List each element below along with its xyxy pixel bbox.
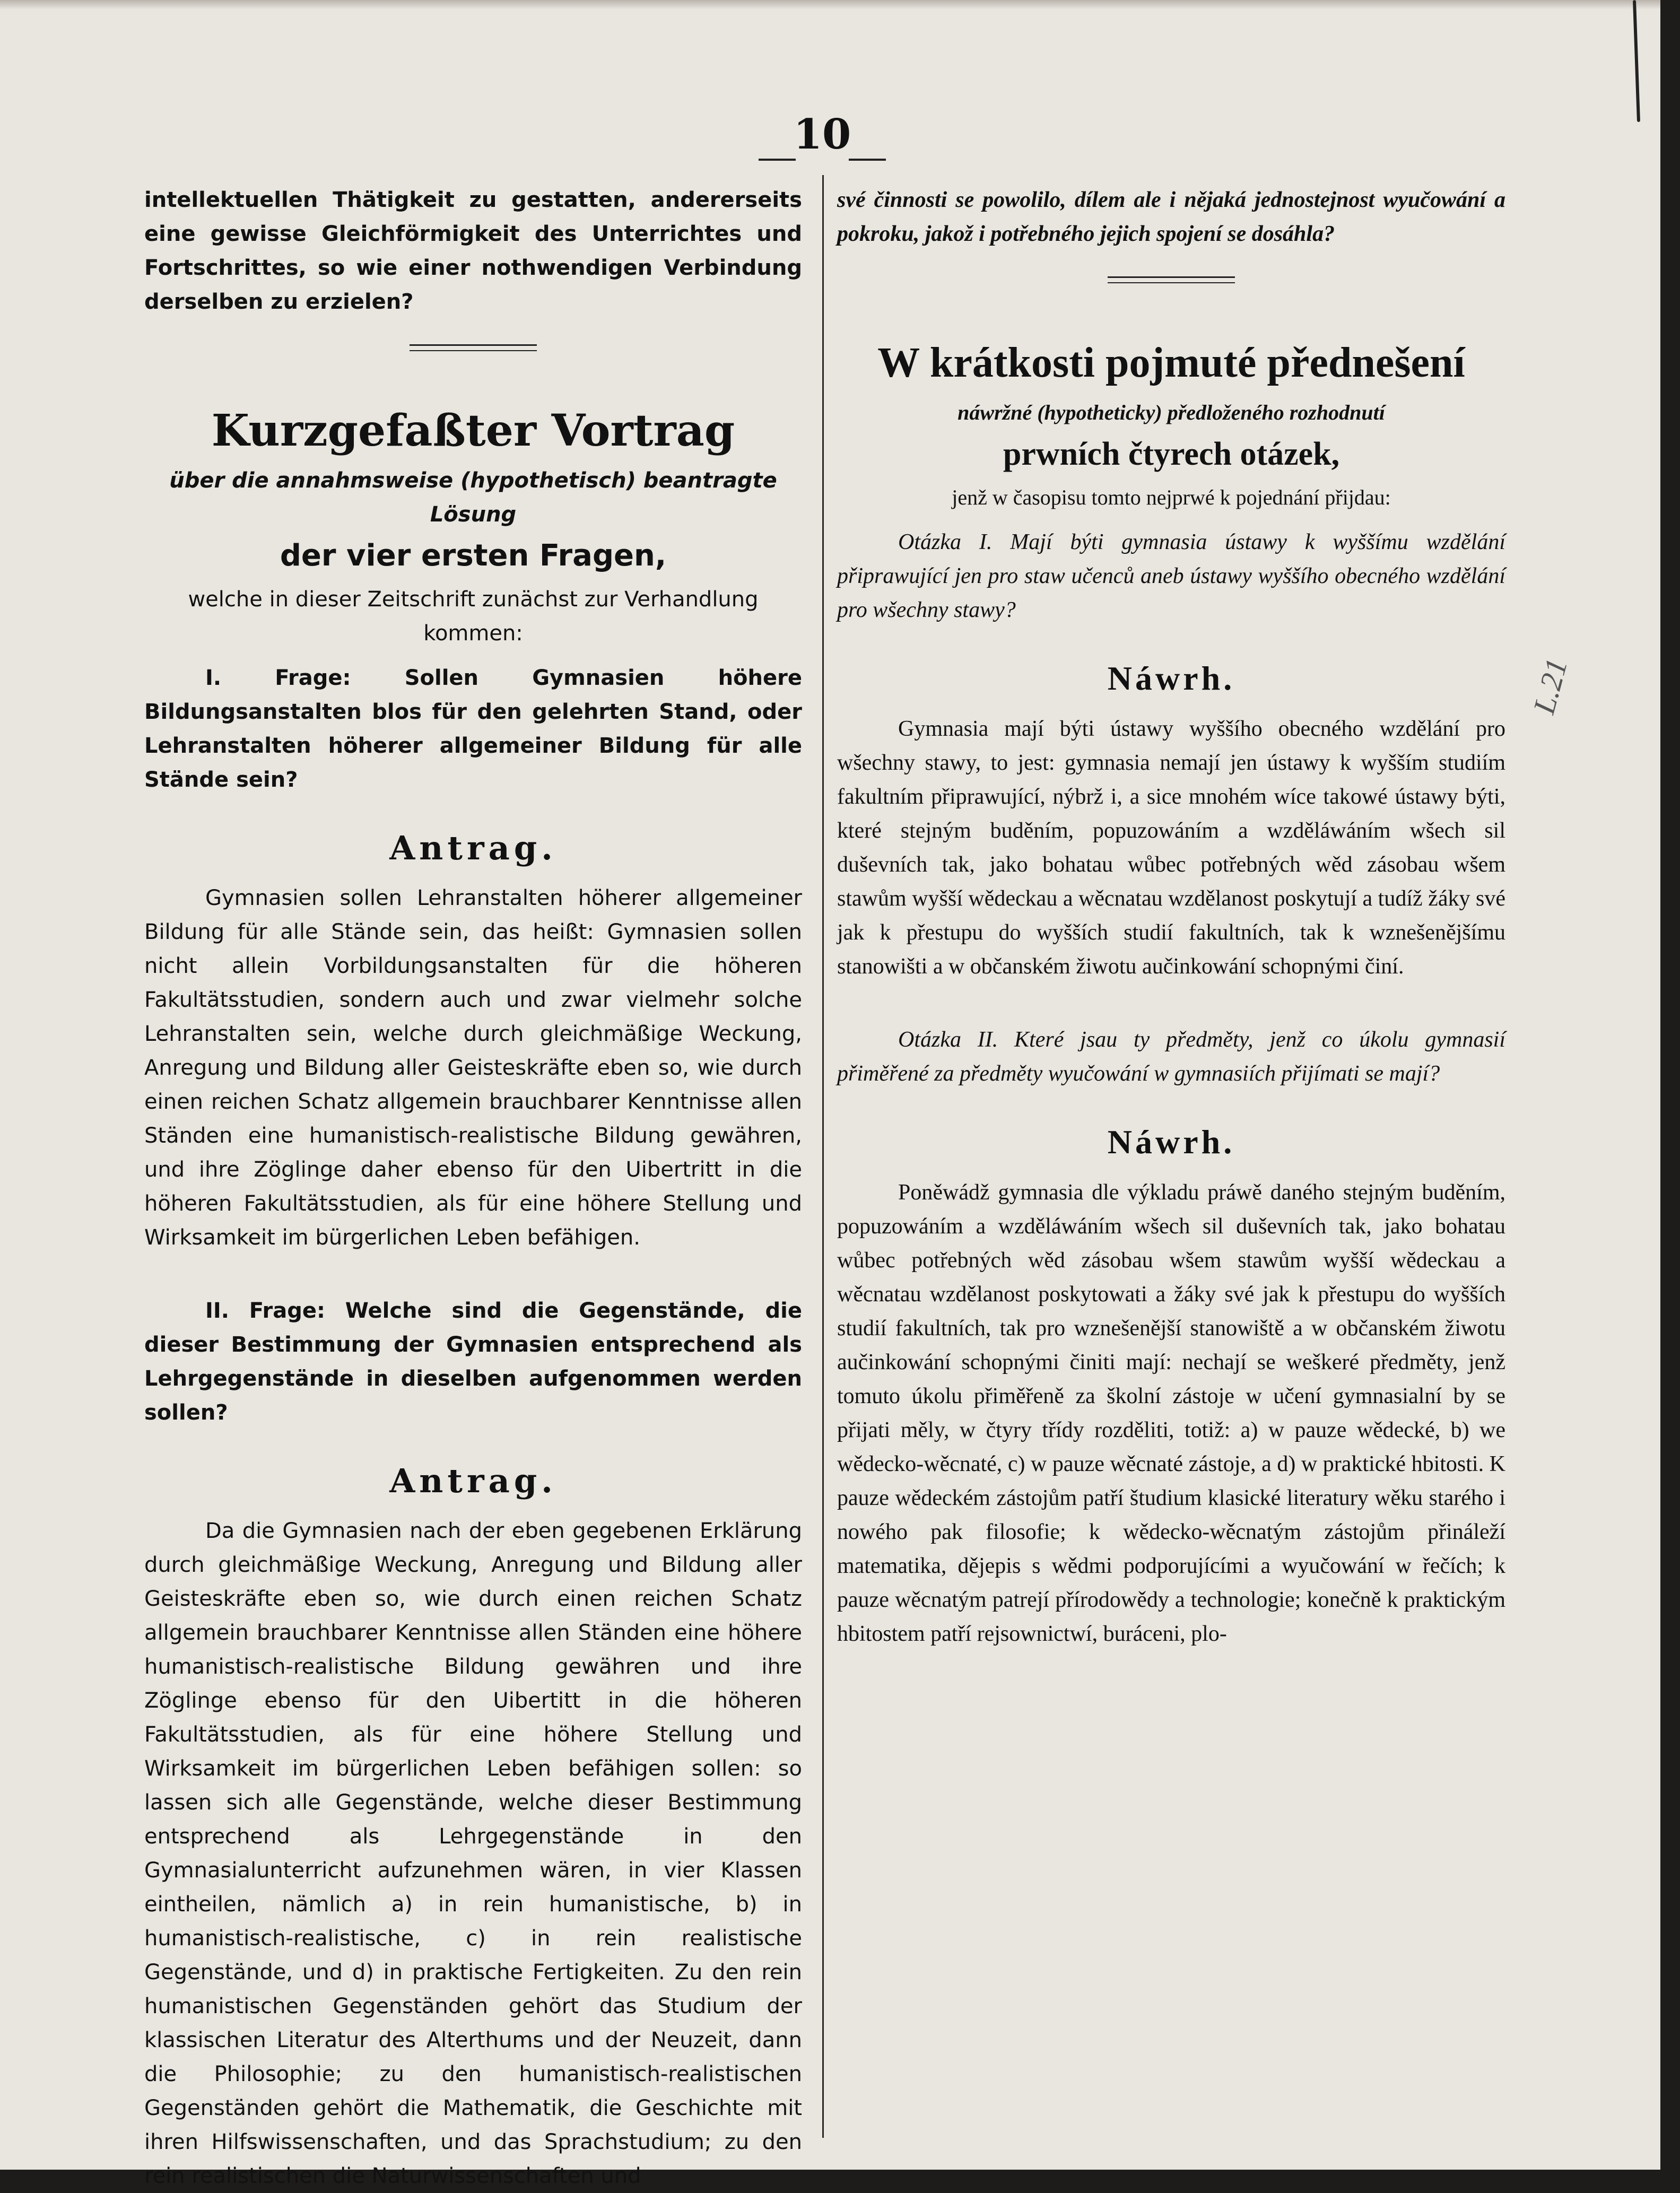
german-antrag-2-title: Antrag. [389,1461,557,1500]
german-subheading: über die annahmsweise (hypothetisch) beantragte Lösung [169,468,777,527]
czech-subheading-emphasis: prwních čtyrech otázek, [1003,436,1340,472]
german-question-2: II. Frage: Welche sind die Gegenstände, die dieser Bestimmung der Gymnasien entsprechend als Lehrgegenstände in dieselben aufgenommen werden sollen? [144,1299,802,1425]
section-divider [1108,276,1235,283]
czech-question-1: Otázka I. Mají býti gymnasia ústawy k wyššímu wzdělání připrawující jen pro staw učenců aneb ústawy wyššího obecného wzdělání pro wšechny stawy? [837,530,1505,622]
czech-navrh-1-text: Gymnasia mají býti ústawy wyššího obecného wzdělání pro wšechny stawy, to jest: gymnasia nemají jen ústawy k wyšším studiím fakultním připrawující, nýbrž i, a sice mnohém wíce takowé ústawy býti, které stejným buděním, popuzowáním a wzděláwáním wšech sil duševních tak, jako bohatau wůbec potřebných wěd zásobau wšem stawům wyšší wědeckau a wěcnatau wzdělanost poskytují a tudíž žáky své jak k přestupu do wyšších studií fakultních, tak k wznešenějšímu stanowišti a w občanském žiwotu aučinkowání schopnými činí. [837,717,1505,979]
german-heading: Kurzgefaßter Vortrag [211,405,735,456]
czech-subheading: náwržné (hypotheticky) předloženého rozhodnutí [957,401,1385,424]
czech-subheading-note: jenž w časopisu tomto nejprwé k pojednání přijdau: [952,485,1391,509]
czech-navrh-2-title: Náwrh. [1107,1123,1235,1161]
german-column [144,183,802,2188]
czech-navrh-2-text: Poněwádž gymnasia dle výkladu práwě daného stejným buděním, popuzowáním a wzděláwáním wšech sil duševních tak, jako bohatau wůbec potřebných wěd zásobau wšem stawům wyšší wědeckau a wěcnatau wzdělanost poskytowati a žáky své jak k přestupu do wyšších studií fakultních, tak pro wznešenější stanowiště a w občanském žiwotu aučinkowání schopnými činiti mají: nechají se weškeré předměty, jenž tomuto úkolu přiměřeně za školní zástoje w učení gymnasialní by se přijati měly, w čtyry třídy rozděliti, totiž: a) w pauze wědecké, b) we wědecko-wěcnaté, c) w pauze wěcnaté zástoje, a d) w praktické hbitosti. K pauze wědeckém zástojům patří študium klasické literatury wěku starého i nowého pak filosofie; k wědecko-wěcnatým zástojům přináleží matematika, dějepis s wědmi podporujícími a wyučowání w řečích; k pauze wěcnatým patrejí přírodowědy a technologie; konečně k praktickým hbitostem patří rejsownictwí, buráceni, plo- [837,1180,1505,1646]
german-antrag-1-text: Gymnasien sollen Lehranstalten höherer allgemeiner Bildung für alle Stände sein, das heißt: Gymnasien sollen nicht allein Vorbildungsanstalten für die höheren Fakultätsstudien, sondern auch und zwar vielmehr solche Lehranstalten sein, welche durch gleichmäßige Weckung, Anregung und Bildung aller Geisteskräfte eben so, wie durch einen reichen Schatz allgemein brauchbarer Kenntnisse allen Ständen eine humanistisch-realistische Bildung gewähren, und ihre Zöglinge daher ebenso für den Uibertritt in die höheren Fakultätsstudien, als für eine höhere Stellung und Wirksamkeit im bürgerlichen Leben befähigen. [144,886,802,1250]
german-antrag-1-title: Antrag. [389,829,557,867]
german-question-1: I. Frage: Sollen Gymnasien höhere Bildungsanstalten blos für den gelehrten Stand, oder Lehranstalten höherer allgemeiner Bildung für alle Stände sein? [144,666,802,792]
czech-column [837,183,1505,2146]
czech-question-2: Otázka II. Které jsau ty předměty, jenž co úkolu gymnasií přiměřené za předměty wyučowání w gymnasiích přijímati se mají? [837,1028,1505,1086]
page-number: 10 [753,114,891,155]
czech-intro-paragraph: své činnosti se powolilo, dílem ale i nějaká jednostejnost wyučowání a pokroku, jakož i potřebného jejich spojení se dosáhla? [837,188,1505,246]
czech-heading: W krátkosti pojmuté přednešení [877,340,1465,386]
german-antrag-2-text: Da die Gymnasien nach der eben gegebenen Erklärung durch gleichmäßige Weckung, Anregung und Bildung aller Geisteskräfte eben so, wie durch einen reichen Schatz allgemein brauchbarer Kenntnisse allen Ständen eine höhere humanistisch-realistische Bildung gewähren und ihre Zöglinge ebenso für den Uibertitt in die höheren Fakultätsstudien, als für eine höhere Stellung und Wirksamkeit im bürgerlichen Leben befähigen sollen: so lassen sich alle Gegenstände, welche dieser Bestimmung entsprechend als Lehrgegenstände in den Gymnasialunterricht aufzunehmen wären, in vier Klassen eintheilen, nämlich a) in rein humanistische, b) in humanistisch-realistische, c) in rein realistische Gegenstände, und d) in praktische Fertigkeiten. Zu den rein humanistischen Gegenständen gehört das Studium der klassischen Literatur des Alterthums und der Neuzeit, dann die Philosophie; zu den humanistisch-realistischen Gegenständen gehört die Mathematik, die Geschichte mit ihren Hilfswissenschaften, und das Sprachstudium; zu den rein realistischen die Naturwissenschaften und [144,1519,802,2188]
german-subheading-note: welche in dieser Zeitschrift zunächst zur Verhandlung kommen: [188,587,759,646]
section-divider [410,344,537,351]
czech-navrh-1-title: Náwrh. [1107,659,1235,697]
handwritten-margin-note: L.21 [1526,655,1574,718]
german-intro-paragraph: intellektuellen Thätigkeit zu gestatten, andererseits eine gewisse Gleichförmigkeit des Unterrichtes und Fortschrittes, so wie einer nothwendigen Verbindung derselben zu erzielen? [144,188,802,314]
column-divider [822,175,824,2138]
german-subheading-emphasis: der vier ersten Fragen, [280,538,667,573]
binding-line [1633,0,1640,122]
